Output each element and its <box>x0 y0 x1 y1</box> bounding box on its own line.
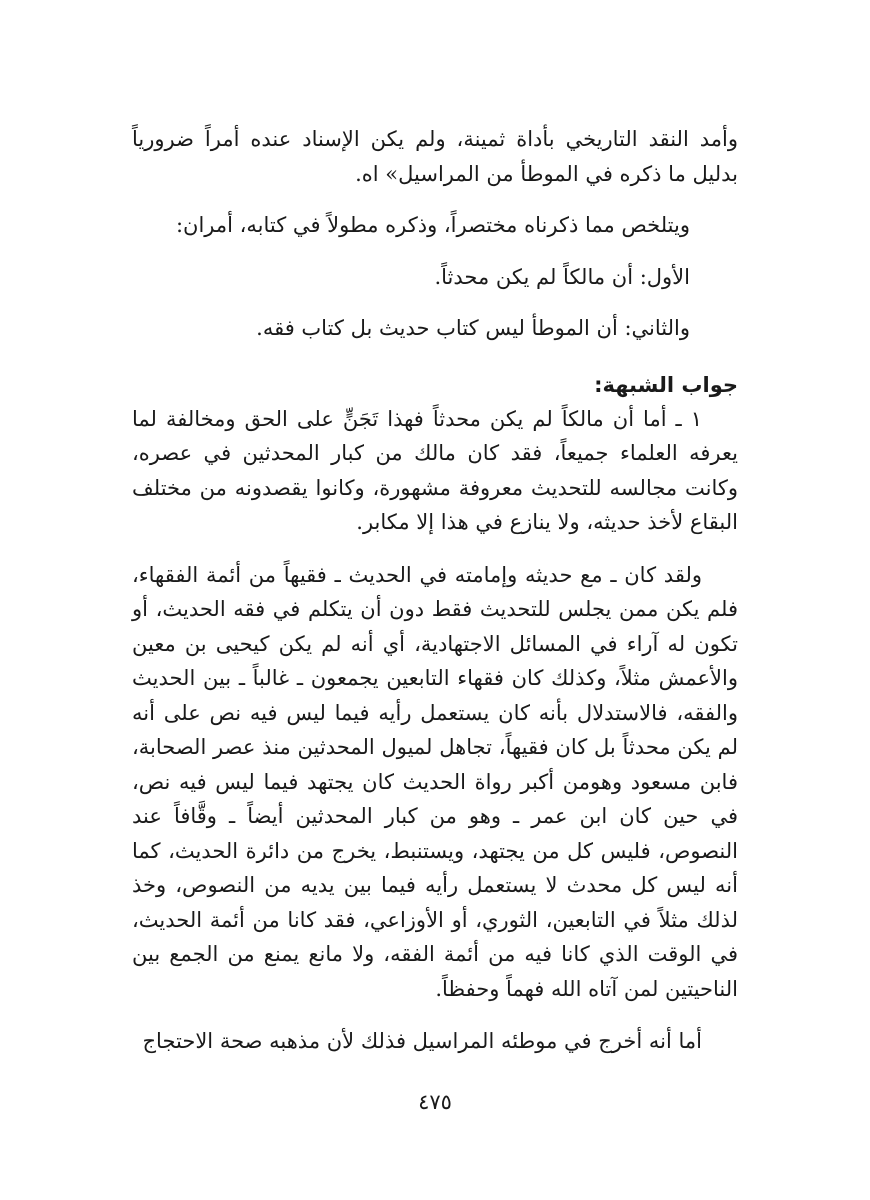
paragraph-first-point: الأول: أن مالكاً لم يكن محدثاً. <box>434 264 690 289</box>
paragraph-answer-detail: ولقد كان ـ مع حديثه وإمامته في الحديث ـ فقيهاً من أئمة الفقهاء، فلم يكن ممن يجلس للتحديث فقط دون أن يتكلم في فقه الحديث، أو تكون له آراء في المسائل الاجتهادية، أي أنه لم يكن كيحيى بن معين والأعمش مثلاً، وكذلك كان فقهاء التابعين يجمعون ـ غالباً ـ بين الحديث والفقه، فالاستدلال بأنه كان يستعمل رأيه فيما ليس فيه نص على أنه لم يكن محدثاً بل كان فقيهاً، تجاهل لميول المحدثين منذ عصر الصحابة، فابن مسعود وهومن أكبر رواة الحديث كان يجتهد فيما ليس فيه نص، في حين كان ابن عمر ـ وهو من كبار المحدثين أيضاً ـ وقَّافاً عند النصوص، فليس كل من يجتهد، ويستنبط، يخرج من دائرة الحديث، كما أنه ليس كل محدث لا يستعمل رأيه فيما بين يديه من النصوص، وخذ لذلك مثلاً في التابعين، الثوري، أو الأوزاعي، فقد كانا من أئمة الحديث، في الوقت الذي كانا فيه من أئمة الفقه، ولا مانع يمنع من الجمع بين الناحيتين لمن آتاه الله فهماً وحفظاً. <box>132 562 738 1001</box>
page-number: ٤٧٥ <box>418 1090 452 1114</box>
paragraph-second-point: والثاني: أن الموطأ ليس كتاب حديث بل كتاب فقه. <box>256 316 690 340</box>
section-heading: جواب الشبهة: <box>594 372 738 397</box>
paragraph-answer-continuation: أما أنه أخرج في موطئه المراسيل فذلك لأن مذهبه صحة الاحتجاج <box>142 1029 702 1053</box>
paragraph-opening: وأمد النقد التاريخي بأداة ثمينة، ولم يكن الإسناد عنده أمراً ضرورياً بدليل ما ذكره في الموطأ من المراسيل» اه. <box>132 127 738 186</box>
page-body <box>132 122 738 1059</box>
paragraph-answer-one: ١ ـ أما أن مالكاً لم يكن محدثاً فهذا تَجَنٍّ على الحق ومخالفة لما يعرفه العلماء جميعاً، فقد كان مالك من كبار المحدثين في عصره، وكانت مجالسه للتحديث معروفة مشهورة، وكانوا يقصدونه من مختلف البقاع لأخذ حديثه، ولا ينازع في هذا إلا مكابر. <box>132 406 738 534</box>
paragraph-summary: ويتلخص مما ذكرناه مختصراً، وذكره مطولاً في كتابه، أمران: <box>175 213 690 237</box>
